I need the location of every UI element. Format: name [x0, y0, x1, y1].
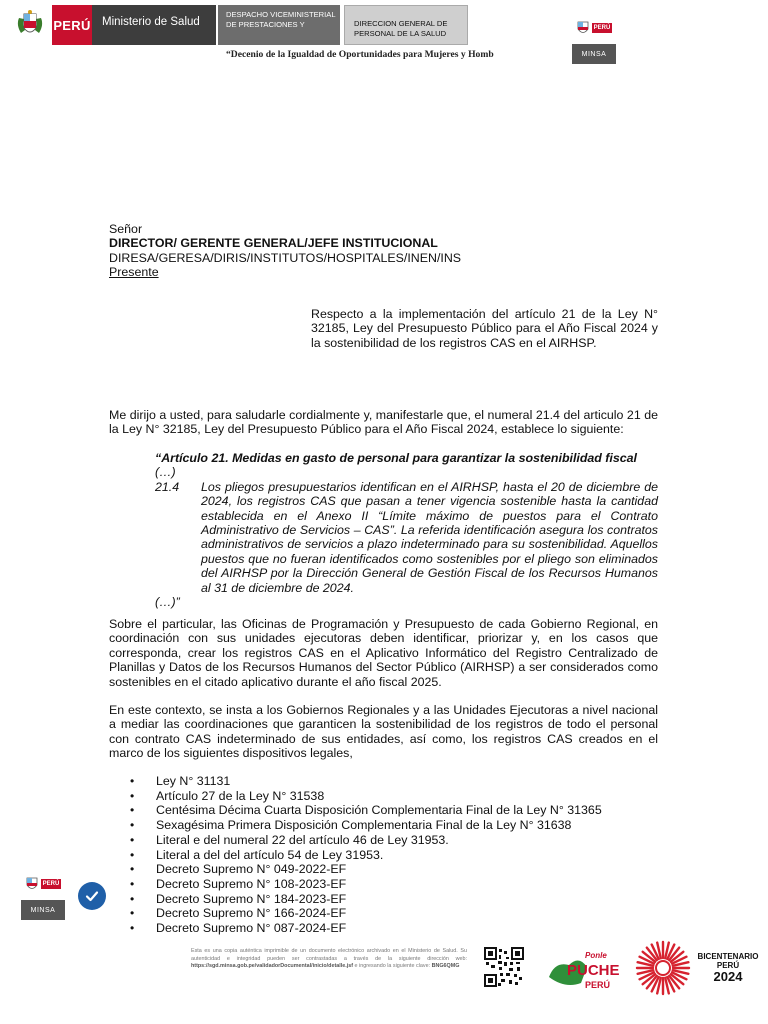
addressee-block	[109, 222, 539, 280]
quote-title: “Artículo 21. Medidas en gasto de personal para garantizar la sostenibilidad fiscal	[155, 451, 637, 465]
ponle-sub-text: PERÚ	[585, 980, 611, 990]
legal-devices-list	[130, 774, 650, 936]
ministry-label: Ministerio de Salud	[92, 5, 216, 45]
list-item: • Sexagésima Primera Disposición Complementaria Final de la Ley N° 31638	[130, 818, 650, 833]
bicentenario-title: BICENTENARIO	[697, 952, 759, 961]
ponle-main-text: PUCHE	[567, 962, 620, 979]
bicentenario-emblem-icon	[635, 940, 691, 996]
addressee-title: DIRECTOR/ GERENTE GENERAL/JEFE INSTITUCIONAL	[109, 236, 438, 251]
quote-ellipsis-open: (…)	[155, 465, 176, 480]
coat-of-arms-icon	[25, 876, 39, 892]
list-item: • Literal e del numeral 22 del artículo 46 de Ley 31953.	[130, 833, 650, 848]
validation-url[interactable]: https://sgd.minsa.gob.pe/validadorDocumental/inicio/detalle.jsf	[191, 963, 354, 970]
list-item: • Literal a del del artículo 54 de Ley 31953.	[130, 848, 650, 863]
minsa-label: MINSA	[21, 900, 65, 920]
validation-key: BNG6QMG	[431, 963, 460, 970]
list-item: • Centésima Décima Cuarta Disposición Complementaria Final de la Ley N° 31365	[130, 803, 650, 818]
qr-code-icon[interactable]	[484, 947, 524, 987]
sunburst-center	[656, 961, 670, 975]
salutation: Señor	[109, 222, 143, 236]
authenticity-text-2: e ingresando la siguiente clave:	[354, 963, 431, 970]
authenticity-text: Esta es una copia auténtica imprimible de un documento electrónico archivado en el Ministerio de Salud. Su autenticidad e integridad pueden ser contrastadas a través de la siguiente dirección web:	[191, 948, 467, 962]
peru-label: PERÚ	[593, 25, 611, 31]
legal-quote	[155, 451, 658, 609]
list-item: • Decreto Supremo N° 049-2022-EF	[130, 862, 650, 877]
paragraph-intro: Me dirijo a usted, para saludarle cordialmente y, manifestarle que, el numeral 21.4 del articulo 21 de la Ley N° 32185, Ley del Presupuesto Público para el Año Fiscal 2024, establece lo siguiente:	[109, 408, 658, 437]
authenticity-note	[191, 948, 467, 971]
paragraph-context: En este contexto, se insta a los Gobiernos Regionales y a las Unidades Ejecutoras a nivel nacional a mediar las coordinaciones que garanticen la sostenibilidad de los registros de todo el personal con contrato CAS indeterminado de sus entidades, así como, los registros CAS creados en el marco de los siguientes dispositivos legales,	[109, 703, 658, 761]
coat-of-arms-icon	[12, 8, 48, 42]
office-label-vice-ministry: DESPACHO VICEMINISTERIAL DE PRESTACIONES Y	[218, 5, 340, 45]
article-number: 21.4	[155, 479, 180, 494]
list-item: • Artículo 27 de la Ley N° 31538	[130, 789, 650, 804]
addressee-entities: DIRESA/GERESA/DIRIS/INSTITUTOS/HOSPITALES/INEN/INS	[109, 250, 462, 265]
quote-ellipsis-close: (…)”	[155, 595, 180, 610]
letterhead	[12, 5, 468, 45]
ponle-top-text: Ponle	[585, 951, 607, 960]
coat-of-arms-icon	[576, 20, 590, 36]
article-text: Los pliegos presupuestarios identifican en el AIRHSP, hasta el 20 de diciembre de 2024, los registros CAS que pasan a tener vigencia sostenible hasta la cantidad establecida en el Anexo II “Límite máximo de puestos para el Contrato Administrativo de Servicios – CAS”. La referida identificación asegura los contratos administrativos de servicios a plazo indeterminado para su sostenibilidad. Aquellos puestos que no fueran identificados como sostenibles por el pliego son eliminados del AIRHSP por la Dirección General de Gestión Fiscal de los Recursos Humanos al 31 de diciembre de 2024.	[201, 479, 658, 595]
bicentenario-year: 2024	[713, 969, 743, 984]
paragraph-particular: Sobre el particular, las Oficinas de Programación y Presupuesto de cada Gobierno Regional, en coordinación con sus unidades ejecutoras deben identificar, priorizar y, en los casos que corresponda, crear los registros CAS en el Aplicativo Informático del Registro Centralizado de Planillas y Datos de los Recursos Humanos del Sector Público (AIRHSP) a ser considerados como sostenibles en el citado aplicativo durante el año fiscal 2025.	[109, 617, 658, 689]
list-item: • Decreto Supremo N° 087-2024-EF	[130, 921, 650, 936]
minsa-signature-badge	[21, 868, 65, 920]
list-item: • Ley N° 31131	[130, 774, 650, 789]
list-item: • Decreto Supremo N° 108-2023-EF	[130, 877, 650, 892]
list-item: • Decreto Supremo N° 166-2024-EF	[130, 906, 650, 921]
minsa-badge	[572, 12, 616, 64]
bicentenario-country: PERÚ	[716, 961, 740, 970]
decade-motto: “Decenio de la Igualdad de Oportunidades para Mujeres y Homb	[226, 49, 494, 60]
minsa-label: MINSA	[572, 44, 616, 64]
ponle-puche-peru-logo	[545, 947, 627, 991]
article-item	[155, 480, 658, 595]
verified-check-icon	[78, 882, 106, 910]
office-label-directorate: DIRECCION GENERAL DE PERSONAL DE LA SALUD	[344, 5, 468, 45]
peru-label: PERÚ	[52, 5, 92, 45]
bicentenario-label	[694, 952, 762, 984]
peru-label: PERÚ	[42, 881, 60, 887]
presente-label: Presente	[109, 265, 159, 280]
list-item: • Decreto Supremo N° 184-2023-EF	[130, 892, 650, 907]
reference-subject: Respecto a la implementación del artículo 21 de la Ley N° 32185, Ley del Presupuesto Público para el Año Fiscal 2024 y la sostenibilidad de los registros CAS en el AIRHSP.	[311, 307, 658, 350]
